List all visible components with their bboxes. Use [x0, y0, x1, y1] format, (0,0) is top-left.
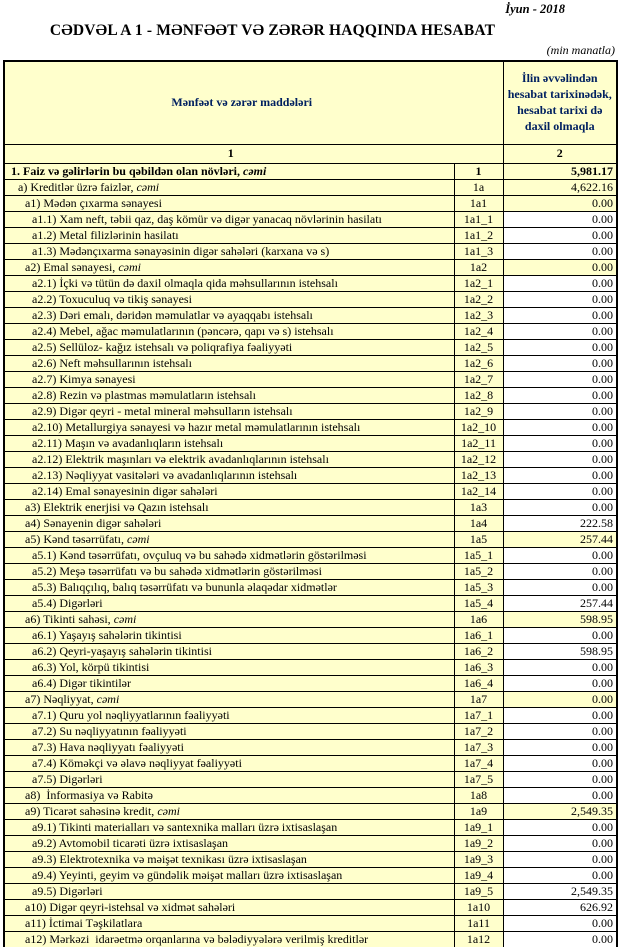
table-row [4, 275, 617, 291]
row-value-total-cell: 2,549.35 [503, 803, 617, 819]
row-value-input-cell[interactable]: 0.00 [503, 835, 617, 851]
row-label [4, 899, 454, 915]
row-value-input-cell[interactable]: 0.00 [503, 931, 617, 947]
table-row [4, 803, 617, 819]
column-number-row [4, 144, 617, 163]
row-label [4, 851, 454, 867]
row-label [4, 387, 454, 403]
row-value-total-cell: 0.00 [503, 195, 617, 211]
row-value-input-cell[interactable]: 0.00 [503, 851, 617, 867]
row-code: 1a9_3 [454, 851, 503, 867]
table-row [4, 355, 617, 371]
row-label [4, 371, 454, 387]
row-label [4, 211, 454, 227]
row-value-input-cell[interactable]: 598.95 [503, 643, 617, 659]
table-row [4, 483, 617, 499]
table-row [4, 883, 617, 899]
items-column-header: Mənfəət və zərər maddələri [4, 61, 503, 144]
row-code: 1a5_1 [454, 547, 503, 563]
row-label [4, 659, 454, 675]
row-label-text: a3) Elektrik enerjisi və Qazın istehsalı [25, 499, 209, 514]
row-code: 1a6_2 [454, 643, 503, 659]
row-label [4, 803, 454, 819]
row-code: 1a2 [454, 259, 503, 275]
row-label [4, 867, 454, 883]
row-value-total-cell: 0.00 [503, 691, 617, 707]
row-label-total-word: cəmi [136, 179, 160, 194]
row-label [4, 579, 454, 595]
row-label-text: a2.3) Dəri emalı, dəridən məmulatlar və ayaqqabı istehsalı [32, 307, 313, 322]
row-code: 1a9_4 [454, 867, 503, 883]
table-row [4, 323, 617, 339]
row-code: 1a6_3 [454, 659, 503, 675]
row-label [4, 819, 454, 835]
table-row [4, 179, 617, 195]
row-label [4, 419, 454, 435]
row-code: 1a1_1 [454, 211, 503, 227]
row-label-text: a6.2) Qeyri-yaşayış sahələrin tikintisi [32, 643, 212, 658]
row-label-text: a6) Tikinti sahəsi, [25, 611, 114, 626]
table-row [4, 531, 617, 547]
value-column-header: İlin əvvəlindən hesabat tarixinədək, hesabat tarixi də daxil olmaqla [503, 61, 617, 144]
row-value-input-cell[interactable]: 0.00 [503, 403, 617, 419]
row-label-text: a2.12) Elektrik maşınları və elektrik avadanlıqlarının istehsalı [32, 451, 329, 466]
row-value-input-cell[interactable]: 0.00 [503, 675, 617, 691]
row-code: 1a5_4 [454, 595, 503, 611]
row-label-text: a7.4) Köməkçi və əlavə nəqliyyat fəaliyyəti [32, 755, 242, 770]
row-label [4, 739, 454, 755]
row-value-input-cell[interactable]: 0.00 [503, 723, 617, 739]
row-value-input-cell[interactable]: 0.00 [503, 483, 617, 499]
row-value-input-cell[interactable]: 0.00 [503, 499, 617, 515]
table-row [4, 563, 617, 579]
table-row [4, 419, 617, 435]
table-row [4, 371, 617, 387]
row-label-text: a1) Mədən çıxarma sənayesi [25, 195, 162, 210]
row-value-input-cell[interactable]: 0.00 [503, 275, 617, 291]
row-label [4, 643, 454, 659]
table-row [4, 739, 617, 755]
row-code: 1a7_2 [454, 723, 503, 739]
row-code: 1a5_2 [454, 563, 503, 579]
table-row [4, 227, 617, 243]
row-value-total-cell: 0.00 [503, 259, 617, 275]
row-value-input-cell[interactable]: 0.00 [503, 435, 617, 451]
row-value-input-cell[interactable]: 0.00 [503, 915, 617, 931]
table-row [4, 291, 617, 307]
row-code: 1a [454, 179, 503, 195]
row-value-input-cell[interactable]: 0.00 [503, 451, 617, 467]
table-row [4, 499, 617, 515]
row-label-total-word: cəmi [126, 531, 150, 546]
row-code: 1a2_12 [454, 451, 503, 467]
row-code: 1a6_1 [454, 627, 503, 643]
row-code: 1a12 [454, 931, 503, 947]
table-row [4, 835, 617, 851]
row-label [4, 627, 454, 643]
row-code: 1a6 [454, 611, 503, 627]
row-value-input-cell[interactable]: 626.92 [503, 899, 617, 915]
row-code: 1a9_1 [454, 819, 503, 835]
row-label-text: a5.4) Digərləri [32, 595, 103, 610]
row-label-text: a9.2) Avtomobil ticarəti üzrə ixtisaslaşan [32, 835, 229, 850]
row-code: 1a2_14 [454, 483, 503, 499]
row-label [4, 787, 454, 803]
row-value-input-cell[interactable]: 0.00 [503, 419, 617, 435]
row-label-text: a9.1) Tikinti materialları və santexnika malları üzrə ixtisaslaşan [32, 819, 338, 834]
row-label [4, 275, 454, 291]
row-value-input-cell[interactable]: 0.00 [503, 371, 617, 387]
row-code: 1a2_9 [454, 403, 503, 419]
table-row [4, 387, 617, 403]
table-row [4, 243, 617, 259]
table-row [4, 819, 617, 835]
row-code: 1a9 [454, 803, 503, 819]
table-row [4, 851, 617, 867]
row-label-text: a6.3) Yol, körpü tikintisi [32, 659, 150, 674]
row-value-input-cell[interactable]: 0.00 [503, 867, 617, 883]
row-label-text: a9.5) Digərləri [32, 883, 103, 898]
row-value-input-cell[interactable]: 0.00 [503, 755, 617, 771]
table-row [4, 163, 617, 179]
table-row [4, 755, 617, 771]
row-label [4, 483, 454, 499]
row-code: 1a2_6 [454, 355, 503, 371]
row-value-input-cell[interactable]: 0.00 [503, 739, 617, 755]
table-row [4, 451, 617, 467]
table-row [4, 595, 617, 611]
row-code: 1a6_4 [454, 675, 503, 691]
row-label-text: a2.6) Neft məhsullarının istehsalı [32, 355, 192, 370]
table-row [4, 627, 617, 643]
row-code: 1a11 [454, 915, 503, 931]
row-value-input-cell[interactable]: 0.00 [503, 467, 617, 483]
row-label-text: a4) Sənayenin digər sahələri [25, 515, 162, 530]
row-label-text: a12) Mərkəzi idarəetmə orqanlarına və bələdiyyələrə verilmiş kreditlər [25, 931, 369, 946]
row-label [4, 835, 454, 851]
row-value-total-cell: 598.95 [503, 611, 617, 627]
table-row [4, 771, 617, 787]
row-code: 1a2_5 [454, 339, 503, 355]
row-code: 1a7_5 [454, 771, 503, 787]
row-label [4, 563, 454, 579]
row-label [4, 355, 454, 371]
row-label-text: a7.5) Digərləri [32, 771, 103, 786]
row-value-total-cell: 257.44 [503, 531, 617, 547]
row-value-total-cell: 4,622.16 [503, 179, 617, 195]
row-label [4, 227, 454, 243]
row-value-input-cell[interactable]: 0.00 [503, 563, 617, 579]
row-label [4, 915, 454, 931]
row-value-input-cell[interactable]: 0.00 [503, 355, 617, 371]
row-code: 1 [454, 163, 503, 179]
row-label-text: a2.7) Kimya sənayesi [32, 371, 136, 386]
unit-note: (min manatla) [546, 43, 615, 57]
table-row [4, 787, 617, 803]
row-label-total-word: cəmi [118, 259, 141, 274]
row-code: 1a2_11 [454, 435, 503, 451]
row-code: 1a2_10 [454, 419, 503, 435]
row-label [4, 435, 454, 451]
report-period: İyun - 2018 [505, 2, 565, 16]
row-code: 1a2_4 [454, 323, 503, 339]
row-value-input-cell[interactable]: 0.00 [503, 323, 617, 339]
row-label [4, 515, 454, 531]
row-value-input-cell[interactable]: 0.00 [503, 387, 617, 403]
row-label-text: a7.2) Su nəqliyyatının fəaliyyəti [32, 723, 187, 738]
row-value-input-cell[interactable]: 0.00 [503, 307, 617, 323]
table-row [4, 403, 617, 419]
row-code: 1a9_2 [454, 835, 503, 851]
row-label [4, 291, 454, 307]
row-code: 1a2_3 [454, 307, 503, 323]
row-value-input-cell[interactable]: 0.00 [503, 787, 617, 803]
table-row [4, 211, 617, 227]
row-label-text: a2.8) Rezin və plastmas məmulatların istehsalı [32, 387, 256, 402]
row-code: 1a10 [454, 899, 503, 915]
row-code: 1a2_1 [454, 275, 503, 291]
row-label [4, 755, 454, 771]
table-row [4, 931, 617, 947]
table-row [4, 643, 617, 659]
row-label [4, 307, 454, 323]
table-row [4, 435, 617, 451]
row-label [4, 451, 454, 467]
row-label-text: a2.9) Digər qeyri - metal mineral məhsulların istehsalı [32, 403, 293, 418]
value-column-number: 2 [503, 144, 617, 163]
row-value-input-cell[interactable]: 0.00 [503, 659, 617, 675]
row-code: 1a1_2 [454, 227, 503, 243]
table-row [4, 915, 617, 931]
row-label-text: a5.3) Balıqçılıq, balıq təsərrüfatı və bununla əlaqədar xidmətlər [32, 579, 337, 594]
table-row [4, 259, 617, 275]
row-value-input-cell[interactable]: 0.00 [503, 211, 617, 227]
row-label-text: a8) İnformasiya və Rabitə [25, 787, 153, 802]
row-code: 1a2_7 [454, 371, 503, 387]
row-label-text: a6.4) Digər tikintilər [32, 675, 131, 690]
table-row [4, 707, 617, 723]
table-row [4, 659, 617, 675]
row-label-total-word: cəmi [113, 611, 137, 626]
row-value-input-cell[interactable]: 0.00 [503, 243, 617, 259]
row-label [4, 931, 454, 947]
row-code: 1a2_13 [454, 467, 503, 483]
row-label [4, 771, 454, 787]
row-label-text: a2.14) Emal sənayesinin digər sahələri [32, 483, 218, 498]
row-value-input-cell[interactable]: 2,549.35 [503, 883, 617, 899]
row-label-text: a2.2) Toxuculuq və tikiş sənayesi [32, 291, 192, 306]
row-value-input-cell[interactable]: 0.00 [503, 579, 617, 595]
items-column-number: 1 [4, 144, 503, 163]
row-label-text: a6.1) Yaşayış sahələrin tikintisi [32, 627, 182, 642]
row-value-input-cell[interactable]: 0.00 [503, 819, 617, 835]
row-value-total-cell: 5,981.17 [503, 163, 617, 179]
row-label-text: a2.10) Metallurgiya sənayesi və hazır metal məmulatlarının istehsalı [32, 419, 361, 434]
row-code: 1a9_5 [454, 883, 503, 899]
table-row [4, 515, 617, 531]
row-value-input-cell[interactable]: 0.00 [503, 771, 617, 787]
table-row [4, 467, 617, 483]
row-label [4, 259, 454, 275]
table-row [4, 611, 617, 627]
row-label-text: a2.5) Sellüloz- kağız istehsalı və poliqrafiya fəaliyyəti [32, 339, 293, 354]
row-label-total-word: cəmi [96, 691, 120, 706]
row-label [4, 163, 454, 179]
row-code: 1a7 [454, 691, 503, 707]
row-label [4, 547, 454, 563]
row-code: 1a2_2 [454, 291, 503, 307]
row-label [4, 179, 454, 195]
row-label-total-word: cəmi [157, 803, 180, 818]
row-code: 1a1 [454, 195, 503, 211]
table-header-row [4, 61, 617, 144]
table-row [4, 723, 617, 739]
row-value-input-cell[interactable]: 0.00 [503, 339, 617, 355]
row-label [4, 499, 454, 515]
row-label-text: a2.4) Mebel, ağac məmulatlarının (pəncərə, qapı və s) istehsalı [32, 323, 334, 338]
row-label-text: a9.3) Elektrotexnika və məişət texnikası üzrə ixtisaslaşan [32, 851, 307, 866]
row-label [4, 243, 454, 259]
row-value-input-cell[interactable]: 257.44 [503, 595, 617, 611]
profit-loss-table [3, 60, 618, 947]
row-label [4, 691, 454, 707]
row-label-text: a11) İctimai Təşkilatlara [25, 915, 143, 930]
row-label [4, 883, 454, 899]
row-label [4, 595, 454, 611]
row-value-input-cell[interactable]: 222.58 [503, 515, 617, 531]
row-label-text: a2.11) Maşın və avadanlıqların istehsalı [32, 435, 224, 450]
row-value-input-cell[interactable]: 0.00 [503, 291, 617, 307]
row-label [4, 195, 454, 211]
row-label-text: a1.1) Xam neft, təbii qaz, daş kömür və digər yanacaq növlərinin hasilatı [32, 211, 382, 226]
row-label-text: a9) Ticarət sahəsinə kredit, [25, 803, 158, 818]
table-row [4, 675, 617, 691]
row-code: 1a3 [454, 499, 503, 515]
row-label-text: a2.13) Nəqliyyat vasitələri və avadanlıqlarının istehsalı [32, 467, 298, 482]
row-label [4, 611, 454, 627]
row-label-text: a7.3) Hava nəqliyyatı fəaliyyəti [32, 739, 184, 754]
row-value-input-cell[interactable]: 0.00 [503, 707, 617, 723]
row-label-text: a5.2) Meşə təsərrüfatı və bu sahədə xidmətlərin göstərilməsi [32, 563, 322, 578]
table-row [4, 339, 617, 355]
row-label-text: a1.3) Mədənçıxarma sənayəsinin digər sahələri (karxana və s) [32, 243, 330, 258]
row-label-text: a1.2) Metal filizlərinin hasilatı [32, 227, 179, 242]
table-row [4, 307, 617, 323]
row-label-text: 1. Faiz və gəlirlərin bu qəbildən olan növləri, [11, 163, 243, 178]
row-label [4, 675, 454, 691]
table-row [4, 195, 617, 211]
row-code: 1a5 [454, 531, 503, 547]
table-row [4, 547, 617, 563]
row-code: 1a2_8 [454, 387, 503, 403]
row-label-text: a) Kreditlər üzrə faizlər, [18, 179, 137, 194]
table-row [4, 579, 617, 595]
page-title: CƏDVƏL A 1 - MƏNFƏƏT VƏ ZƏRƏR HAQQINDA HESABAT [49, 22, 496, 39]
row-code: 1a8 [454, 787, 503, 803]
row-label-text: a7) Nəqliyyat, [25, 691, 97, 706]
row-label [4, 403, 454, 419]
row-label-total-word: cəmi [243, 163, 267, 178]
row-label-text: a5) Kənd təsərrüfatı, [25, 531, 127, 546]
row-label-text: a2) Emal sənayesi, [25, 259, 119, 274]
row-value-input-cell[interactable]: 0.00 [503, 547, 617, 563]
row-label [4, 467, 454, 483]
row-label [4, 531, 454, 547]
row-label [4, 323, 454, 339]
row-label-text: a9.4) Yeyinti, geyim və gündəlik məişət malları üzrə ixtisaslaşan [32, 867, 343, 882]
row-label-text: a2.1) İçki və tütün də daxil olmaqla qida məhsullarının istehsalı [32, 275, 338, 290]
table-row [4, 867, 617, 883]
table-row [4, 691, 617, 707]
row-code: 1a7_1 [454, 707, 503, 723]
row-value-input-cell[interactable]: 0.00 [503, 227, 617, 243]
row-code: 1a7_4 [454, 755, 503, 771]
row-code: 1a1_3 [454, 243, 503, 259]
row-code: 1a7_3 [454, 739, 503, 755]
row-code: 1a4 [454, 515, 503, 531]
row-label-text: a5.1) Kənd təsərrüfatı, ovçuluq və bu sahədə xidmətlərin göstərilməsi [32, 547, 367, 562]
row-label-text: a10) Digər qeyri-istehsal və xidmət sahələri [25, 899, 236, 914]
row-label [4, 723, 454, 739]
row-label-text: a7.1) Quru yol nəqliyyatlarının fəaliyyəti [32, 707, 230, 722]
row-code: 1a5_3 [454, 579, 503, 595]
row-value-input-cell[interactable]: 0.00 [503, 627, 617, 643]
row-label [4, 339, 454, 355]
row-label [4, 707, 454, 723]
table-row [4, 899, 617, 915]
